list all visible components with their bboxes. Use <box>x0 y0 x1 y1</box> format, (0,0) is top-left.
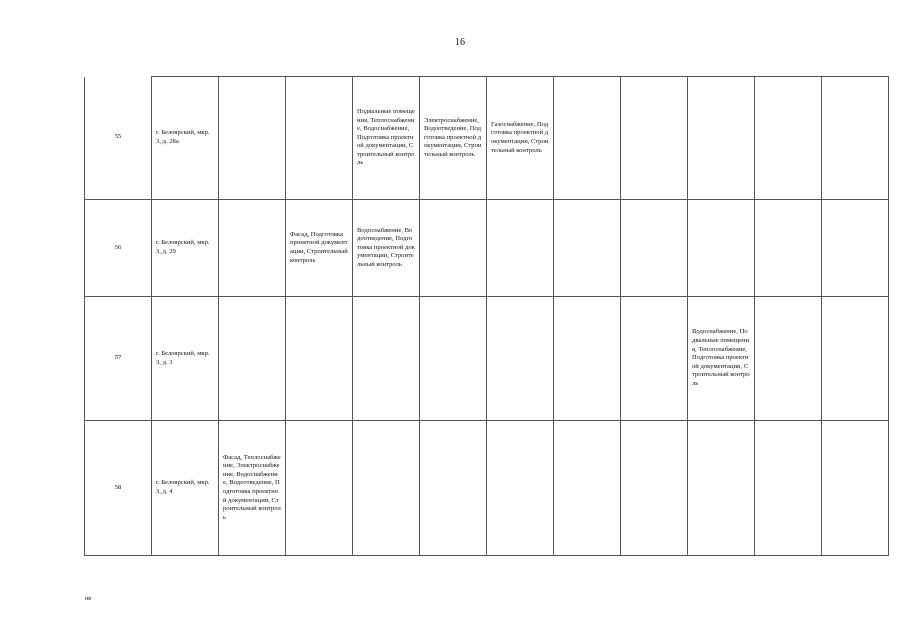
address-cell: г. Белоярский, мкр. 3, д. 3 <box>152 297 219 421</box>
work-cell <box>755 297 822 421</box>
work-cell <box>755 421 822 556</box>
row-number: 57 <box>85 297 152 421</box>
work-cell <box>286 421 353 556</box>
row-number: 55 <box>85 77 152 200</box>
address-cell: г. Белоярский, мкр. 3, д. 28а <box>152 77 219 200</box>
work-cell: Фасад, Теплоснабжение, Электроснабжение, Водоснабжение, Водоотведение, Подготовка проектной документации, Строительный контроль <box>219 421 286 556</box>
work-cell <box>219 77 286 200</box>
work-cell <box>621 200 688 297</box>
work-cell: Газоснабжение, Подготовка проектной документации, Строительный контроль <box>487 77 554 200</box>
work-cell <box>353 297 420 421</box>
work-cell <box>554 200 621 297</box>
footer-mark: нв <box>85 596 92 602</box>
row-number: 58 <box>85 421 152 556</box>
work-cell <box>621 421 688 556</box>
work-cell <box>554 77 621 200</box>
work-cell: Подвальные помещения, Теплоснабжение, Водоснабжение, Подготовка проектной документации, Строительный контроль <box>353 77 420 200</box>
work-cell <box>554 297 621 421</box>
work-cell <box>219 297 286 421</box>
work-cell: Электроснабжение, Водоотведение, Подготовка проектной документации, Строительный контроль <box>420 77 487 200</box>
work-cell: Водоснабжение, Водоотведение, Подготовка проектной документации, Строительный контроль <box>353 200 420 297</box>
work-cell <box>822 297 889 421</box>
table-row <box>85 77 889 200</box>
work-cell <box>688 200 755 297</box>
work-cell <box>487 421 554 556</box>
work-cell <box>554 421 621 556</box>
address-cell: г. Белоярский, мкр. 3, д. 4 <box>152 421 219 556</box>
works-table <box>84 76 889 556</box>
work-cell <box>286 297 353 421</box>
page-number: 16 <box>455 37 465 48</box>
work-cell <box>688 77 755 200</box>
work-cell: Водоснабжение, Подвальные помещения, Теплоснабжение, Подготовка проектной документации, Строительный контроль <box>688 297 755 421</box>
table-row <box>85 297 889 421</box>
work-cell <box>621 77 688 200</box>
work-cell <box>755 77 822 200</box>
table-row <box>85 421 889 556</box>
work-cell <box>420 297 487 421</box>
work-cell <box>755 200 822 297</box>
work-cell <box>487 297 554 421</box>
work-cell <box>822 421 889 556</box>
work-cell <box>420 421 487 556</box>
work-cell <box>286 77 353 200</box>
address-cell: г. Белоярский, мкр. 3, д. 29 <box>152 200 219 297</box>
work-cell <box>487 200 554 297</box>
work-cell <box>688 421 755 556</box>
work-cell <box>219 200 286 297</box>
row-number: 56 <box>85 200 152 297</box>
work-cell <box>621 297 688 421</box>
table-row <box>85 200 889 297</box>
work-cell: Фасад, Подготовка проектной документации, Строительный контроль <box>286 200 353 297</box>
work-cell <box>420 200 487 297</box>
work-cell <box>822 77 889 200</box>
work-cell <box>353 421 420 556</box>
work-cell <box>822 200 889 297</box>
